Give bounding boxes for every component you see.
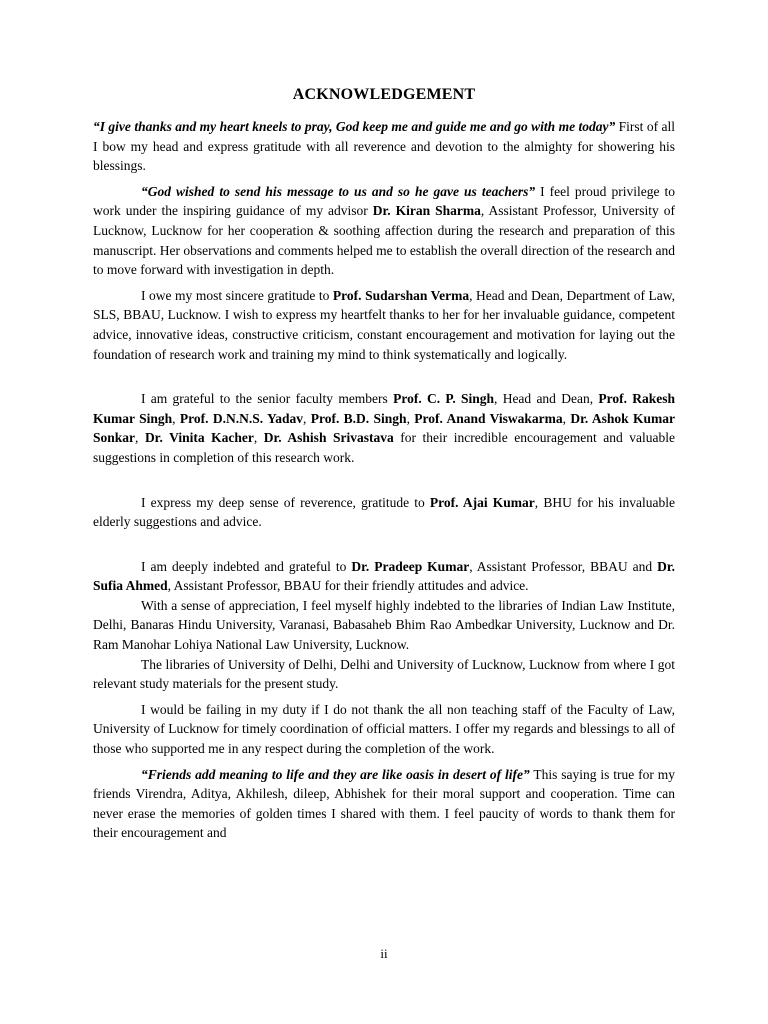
paragraph-advisor	[93, 182, 675, 280]
faculty-name: Prof. C. P. Singh	[393, 391, 495, 407]
paragraph-friends	[93, 765, 675, 843]
bbau-professor-name: Dr. Pradeep Kumar	[351, 558, 470, 574]
paragraph-opening	[93, 117, 675, 176]
paragraph-text: I am deeply indebted and grateful to	[141, 558, 352, 574]
opening-quote: “I give thanks and my heart kneels to pray, God keep me and guide me and go with me today”	[93, 119, 616, 134]
paragraph-staff: I would be failing in my duty if I do not thank the all non teaching staff of the Faculty of Law, University of Lucknow for timely coordination of official matters. I offer my regards and blessings to all of those who supported me in any respect during the completion of the work.	[93, 701, 675, 757]
bhu-professor-name: Prof. Ajai Kumar	[429, 494, 535, 510]
paragraph-text: First of all I bow my head and express gratitude with all reverence and devotion to the almighty for showering his blessings.	[93, 119, 675, 174]
head-dean-name: Prof. Sudarshan Verma	[332, 287, 470, 303]
separator: ,	[562, 410, 571, 426]
separator: ,	[302, 410, 311, 426]
paragraph-faculty	[93, 389, 675, 467]
paragraph-text: I am grateful to the senior faculty members	[141, 391, 394, 407]
paragraph-libraries-delhi: The libraries of University of Delhi, Delhi and University of Lucknow, Lucknow from where I got relevant study materials for the present study.	[93, 656, 675, 692]
paragraph-libraries: With a sense of appreciation, I feel myself highly indebted to the libraries of Indian Law Institute, Delhi, Banaras Hindu University, Varanasi, Babasaheb Bhim Rao Ambedkar University, Lucknow and Dr. Ram Manohar Lohiya National Law University, Lucknow.	[93, 597, 675, 653]
friends-quote: “Friends add meaning to life and they are like oasis in desert of life”	[141, 766, 530, 782]
paragraph-text: , Assistant Professor, BBAU and	[469, 558, 658, 574]
paragraph-head-dean	[93, 286, 675, 364]
paragraph-text: , Assistant Professor, University of Lucknow, Lucknow for her cooperation & soothing affection during the research and preparation of this manuscript. Her observations and comments helped me to establish the overall direction of the research and to move forward with investigation in depth.	[93, 203, 675, 278]
document-body	[93, 117, 675, 843]
teachers-quote: “God wished to send his message to us and so he gave us teachers”	[141, 183, 536, 199]
faculty-name: Prof. D.N.N.S. Yadav	[179, 410, 303, 426]
paragraph-bhu	[93, 493, 675, 532]
separator: ,	[172, 410, 180, 426]
separator: ,	[406, 410, 415, 426]
paragraph-text: , Assistant Professor, BBAU for their friendly attitudes and advice.	[167, 578, 529, 594]
bbau-professor-name: Dr. Sufia Ahmed	[93, 558, 675, 594]
paragraph-text: I owe my most sincere gratitude to	[141, 287, 333, 303]
paragraph-text: for their incredible encouragement and valuable suggestions in completion of this research work.	[93, 430, 676, 465]
advisor-name: Dr. Kiran Sharma	[372, 203, 481, 219]
paragraph-text: , Head and Dean,	[494, 391, 599, 407]
faculty-name: Dr. Ashish Srivastava	[263, 430, 394, 446]
separator: ,	[135, 430, 145, 446]
page-title: ACKNOWLEDGEMENT	[292, 86, 476, 103]
faculty-name: Dr. Ashok Kumar Sonkar	[93, 410, 675, 446]
paragraph-bbau	[93, 557, 675, 596]
paragraph-text: I express my deep sense of reverence, gratitude to	[141, 494, 430, 510]
faculty-name: Dr. Vinita Kacher	[144, 430, 254, 446]
page-number: ii	[380, 946, 388, 961]
separator: ,	[253, 430, 264, 446]
faculty-name: Prof. Anand Viswakarma	[414, 410, 563, 426]
paragraph-text: This saying is true for my friends Virendra, Aditya, Akhilesh, dileep, Abhishek for their moral support and cooperation. Time can never erase the memories of golden times I shared with them. I feel paucity of words to thank them for their encouragement and	[93, 766, 675, 841]
paragraph-text: I feel proud privilege to work under the inspiring guidance of my advisor	[93, 183, 675, 219]
paragraph-text: , BHU for his invaluable elderly suggestions and advice.	[93, 494, 675, 530]
faculty-name: Prof. B.D. Singh	[310, 410, 407, 426]
faculty-name: Prof. Rakesh Kumar Singh	[93, 391, 675, 426]
paragraph-text: , Head and Dean, Department of Law, SLS, BBAU, Lucknow. I wish to express my heartfelt thanks to her for her invaluable guidance, competent advice, innovative ideas, constructive criticism, constant encouragement and motivation for laying out the foundation of research work and training my mind to think systematically and logically.	[93, 287, 675, 362]
